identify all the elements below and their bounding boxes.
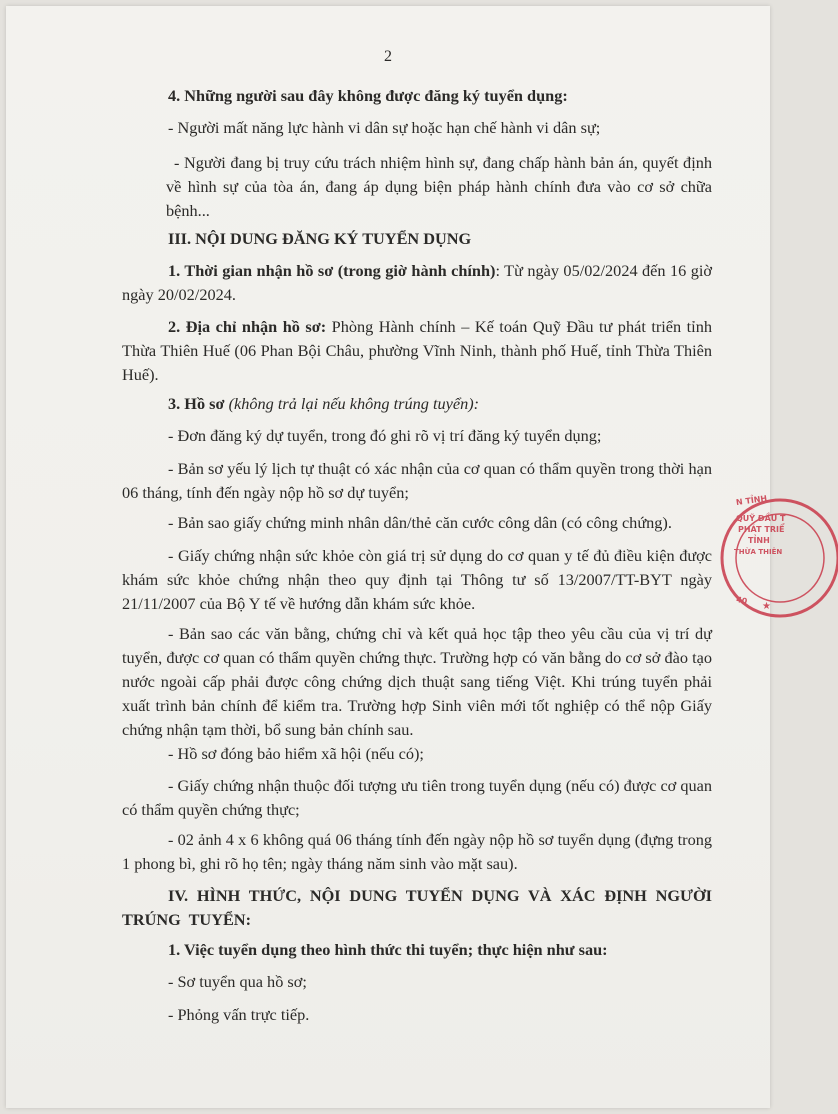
seal-text-line-4: THỪA THIÊN [734,548,783,556]
sub1-item-2: - Phỏng vấn trực tiếp. [168,1005,310,1024]
section4-item-2: - Người đang bị truy cứu trách nhiệm hình sự, đang chấp hành bản án, quyết định về hình sự của tòa án, đang áp dụng biện pháp hành chính đưa vào cơ sở chữa bệnh... [166,153,712,220]
item2-text: Phòng Hành chính – Kế toán Quỹ Đầu tư phát triển tỉnh Thừa Thiên Huế (06 Phan Bội Châu, phường Vĩnh Ninh, thành phố Huế, tỉnh Thừa Thiên Huế). [122,317,712,384]
item3-paragraph [160,392,712,416]
item1-text: : Từ ngày 05/02/2024 đến 16 giờ ngày 20/02/2024. [122,261,712,304]
dossier-item-8: - 02 ảnh 4 x 6 không quá 06 tháng tính đến ngày nộp hồ sơ tuyển dụng (đựng trong 1 phong bì, ghi rõ họ tên; ngày tháng năm sinh vào mặt sau). [122,830,712,873]
seal-text-bottom: 40 [735,594,749,607]
item2-paragraph [122,315,712,387]
item1-label: 1. Thời gian nhận hồ sơ (trong giờ hành chính) [168,261,496,280]
sub1-item-1: - Sơ tuyển qua hồ sơ; [168,972,307,991]
dossier-item-5: - Bản sao các văn bằng, chứng chỉ và kết quả học tập theo yêu cầu của vị trí dự tuyển, được cơ quan có thẩm quyền chứng thực. Trường hợp có văn bằng do cơ sở đào tạo nước ngoài cấp phải được công chứng dịch thuật sang tiếng Việt. Khi trúng tuyển phải xuất trình bản chính để kiểm tra. Trường hợp Sinh viên mới tốt nghiệp có thể nộp Giấy chứng nhận tạm thời, bổ sung bản chính sau. [122,624,712,739]
dossier-item-7: - Giấy chứng nhận thuộc đối tượng ưu tiên trong tuyển dụng (nếu có) được cơ quan có thẩm quyền chứng thực; [122,776,713,819]
dossier-item-6: - Hồ sơ đóng bảo hiểm xã hội (nếu có); [168,744,424,763]
section4-heading: 4. Những người sau đây không được đăng ký tuyển dụng: [168,86,568,105]
section3-heading: III. NỘI DUNG ĐĂNG KÝ TUYỂN DỤNG [168,229,472,248]
item1-paragraph [122,259,712,307]
item3-note: (không trả lại nếu không trúng tuyển): [224,394,480,413]
seal-text-line-1: QUỸ ĐẦU T [736,514,786,523]
red-seal-stamp [718,492,838,628]
dossier-item-1: - Đơn đăng ký dự tuyển, trong đó ghi rõ vị trí đăng ký tuyển dụng; [168,426,602,445]
item3-label: 3. Hồ sơ [168,394,225,413]
document-page [6,6,786,1108]
seal-text-line-3: TỈNH [748,536,770,545]
section4-main-heading: IV. HÌNH THỨC, NỘI DUNG TUYỂN DỤNG VÀ XÁC ĐỊNH NGƯỜI TRÚNG TUYỂN: [122,886,712,929]
seal-text-top: N TỈNH [735,493,768,508]
page-number: 2 [384,48,392,65]
seal-star-icon: ★ [762,601,771,612]
sub1-heading: 1. Việc tuyển dụng theo hình thức thi tuyển; thực hiện như sau: [168,940,608,959]
dossier-item-2: - Bản sơ yếu lý lịch tự thuật có xác nhận của cơ quan có thẩm quyền trong thời hạn 06 tháng, tính đến ngày nộp hồ sơ dự tuyển; [122,459,712,502]
dossier-item-3: - Bản sao giấy chứng minh nhân dân/thẻ căn cước công dân (có công chứng). [168,513,672,532]
dossier-item-4: - Giấy chứng nhận sức khỏe còn giá trị sử dụng do cơ quan y tế đủ điều kiện được khám sức khỏe chứng nhận theo quy định tại Thông tư số 13/2007/TT-BYT ngày 21/11/2007 của Bộ Y tế về hướng dẫn khám sức khỏe. [122,546,712,613]
seal-text-line-2: PHÁT TRIỂ [738,525,785,534]
item2-label: 2. Địa chỉ nhận hồ sơ: [168,317,327,336]
section4-item-1: - Người mất năng lực hành vi dân sự hoặc hạn chế hành vi dân sự; [168,118,601,137]
seal-ring-icon [718,492,838,628]
